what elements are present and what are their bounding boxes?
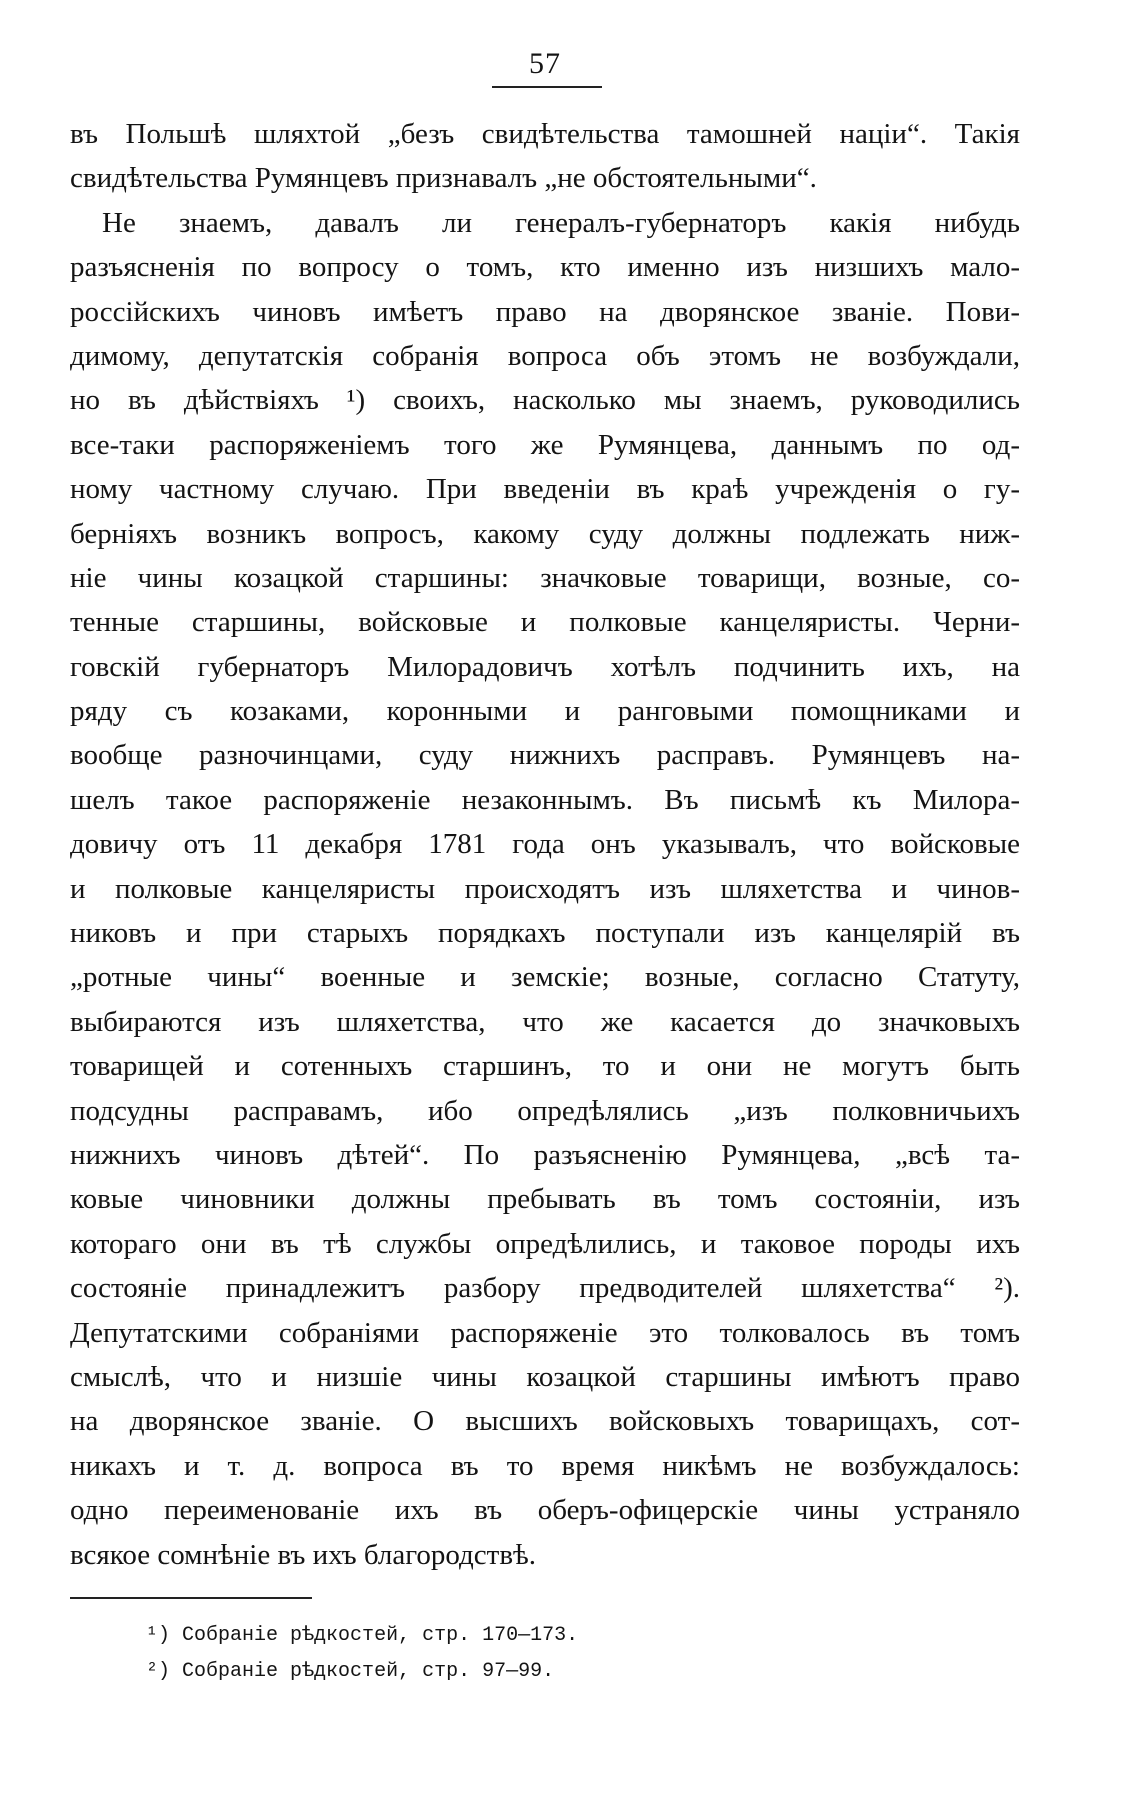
footnote-text: Собраніе рѣдкостей, стр. 97—99. <box>182 1660 555 1683</box>
text-line: россійскихъ чиновъ имѣетъ право на дворянское званіе. Пови- <box>70 295 1020 328</box>
text-line: ковые чиновники должны пребывать въ томъ состояніи, изъ <box>70 1183 1020 1216</box>
text-line: состояніе принадлежитъ разбору предводителей шляхетства“ ²). <box>70 1272 1020 1305</box>
text-line: тенные старшины, войсковые и полковые канцеляристы. Черни- <box>70 606 1020 639</box>
body-text <box>70 112 1020 1577</box>
text-line: все-таки распоряженіемъ того же Румянцева, даннымъ по од- <box>70 428 1020 461</box>
text-line: товарищей и сотенныхъ старшинъ, то и они не могутъ быть <box>70 1050 1020 1083</box>
text-line: на дворянское званіе. О высшихъ войсковыхъ товарищахъ, сот- <box>70 1405 1020 1438</box>
text-line: всякое сомнѣніе въ ихъ благородствѣ. <box>70 1538 537 1571</box>
text-line: ряду съ козаками, коронными и ранговыми помощниками и <box>70 695 1020 728</box>
text-line: выбираются изъ шляхетства, что же касается до значковыхъ <box>70 1005 1020 1038</box>
page-number: 57 <box>529 47 561 80</box>
footnote-mark: ¹) <box>146 1624 171 1647</box>
text-line: шелъ такое распоряженіе незаконнымъ. Въ письмѣ къ Милора- <box>70 783 1020 816</box>
footnote-mark: ²) <box>146 1660 171 1683</box>
text-line: вообще разночинцами, суду нижнихъ расправъ. Румянцевъ на- <box>70 739 1020 772</box>
text-line: димому, депутатскія собранія вопроса объ этомъ не возбуждали, <box>70 339 1020 372</box>
text-line: никахъ и т. д. вопроса въ то время никѣмъ не возбуждалось: <box>70 1449 1020 1482</box>
text-line: котораго они въ тѣ службы опредѣлились, и таковое породы ихъ <box>70 1227 1020 1260</box>
text-line: ному частному случаю. При введеніи въ краѣ учрежденія о гу- <box>70 473 1020 506</box>
text-line: смыслѣ, что и низшіе чины козацкой старшины имѣютъ право <box>70 1360 1020 1393</box>
footnote-2 <box>146 1654 746 1690</box>
text-line: никовъ и при старыхъ порядкахъ поступали изъ канцелярій въ <box>70 917 1020 950</box>
text-line: говскій губернаторъ Милорадовичъ хотѣлъ подчинить ихъ, на <box>70 650 1020 683</box>
text-line: подсудны расправамъ, ибо опредѣлялись „изъ полковничьихъ <box>70 1094 1020 1127</box>
text-line: „ротные чины“ военные и земскіе; возные, согласно Статуту, <box>70 961 1020 994</box>
footnote-1 <box>146 1618 746 1654</box>
text-line: и полковые канцеляристы происходятъ изъ шляхетства и чинов- <box>70 872 1020 905</box>
text-line: ніе чины козацкой старшины: значковые товарищи, возные, со- <box>70 561 1020 594</box>
footnotes <box>146 1618 746 1690</box>
text-line: берніяхъ возникъ вопросъ, какому суду должны подлежать ниж- <box>70 517 1020 550</box>
text-line: свидѣтельства Румянцевъ признавалъ „не обстоятельными“. <box>70 162 817 195</box>
text-line: довичу отъ 11 декабря 1781 года онъ указывалъ, что войсковые <box>70 828 1020 861</box>
text-line: Не знаемъ, давалъ ли генералъ-губернаторъ какія нибудь <box>102 206 1020 239</box>
text-line: нижнихъ чиновъ дѣтей“. По разъясненію Румянцева, „всѣ та- <box>70 1138 1020 1171</box>
footnote-rule <box>70 1597 312 1599</box>
text-line: Депутатскими собраніями распоряженіе это толковалось въ томъ <box>70 1316 1020 1349</box>
text-line: одно переименованіе ихъ въ оберъ-офицерскіе чины устраняло <box>70 1494 1020 1527</box>
footnote-text: Собраніе рѣдкостей, стр. 170—173. <box>182 1624 579 1647</box>
text-line: разъясненія по вопросу о томъ, кто именно изъ низшихъ мало- <box>70 251 1020 284</box>
page-number-rule <box>492 86 602 88</box>
text-line: въ Польшѣ шляхтой „безъ свидѣтельства тамошней націи“. Такія <box>70 118 1020 150</box>
text-line: но въ дѣйствіяхъ ¹) своихъ, насколько мы знаемъ, руководились <box>70 384 1020 417</box>
